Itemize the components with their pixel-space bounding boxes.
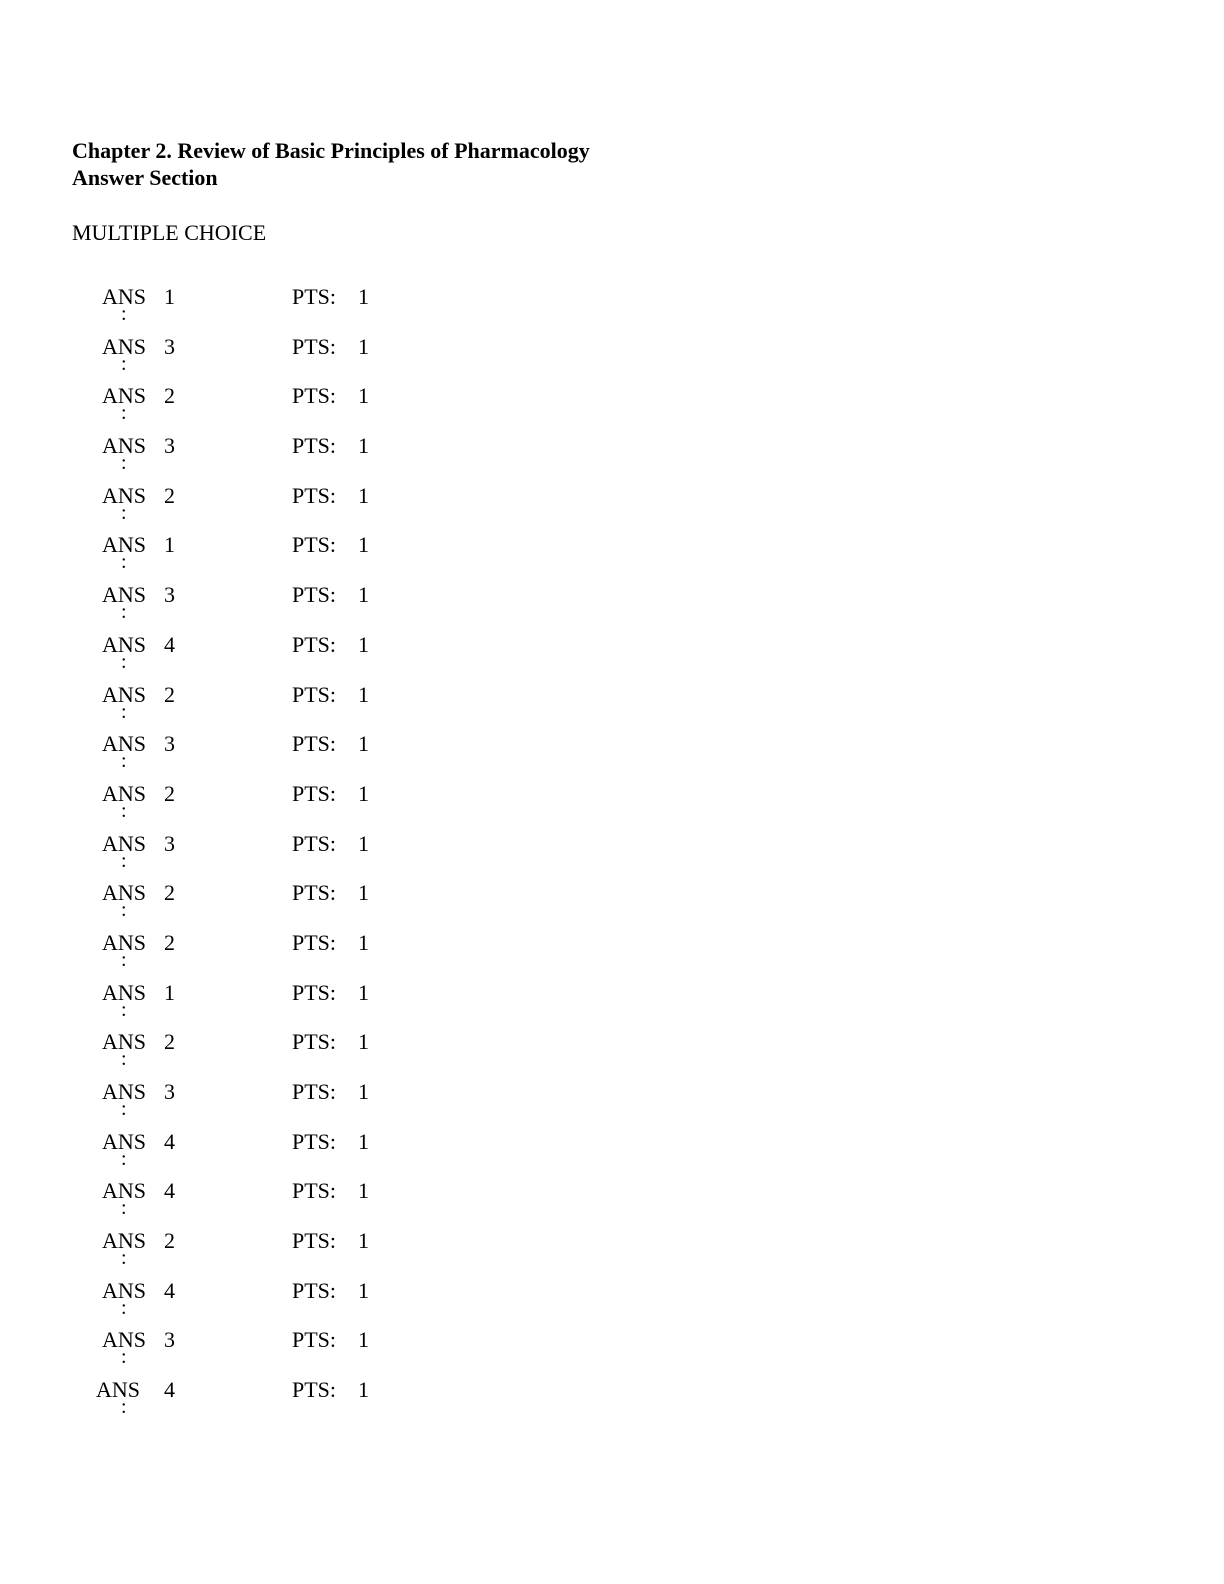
ans-colon: :: [121, 899, 127, 922]
ans-label: ANS: [102, 631, 147, 657]
pts-label: PTS:: [292, 929, 337, 955]
answer-row: [0, 1278, 600, 1328]
points-value: 1: [358, 731, 369, 757]
points-value: 1: [358, 482, 369, 508]
ans-colon: :: [121, 601, 127, 624]
ans-colon: :: [121, 799, 127, 822]
pts-label: PTS:: [292, 482, 337, 508]
answer-value: 2: [164, 929, 175, 955]
ans-colon: :: [121, 1296, 127, 1319]
answer-value: 4: [164, 1128, 175, 1154]
pts-label: PTS:: [292, 284, 337, 309]
ans-colon: :: [121, 750, 127, 773]
points-value: 1: [358, 681, 369, 707]
ans-colon: :: [121, 1396, 127, 1419]
multiple-choice-heading: MULTIPLE CHOICE: [72, 220, 267, 245]
pts-label: PTS:: [292, 880, 337, 906]
points-value: 1: [358, 830, 369, 856]
ans-colon: :: [121, 452, 127, 475]
ans-colon: :: [121, 352, 127, 375]
ans-colon: :: [121, 303, 127, 325]
ans-label: ANS: [102, 1029, 147, 1055]
ans-label: ANS: [102, 1178, 147, 1204]
pts-label: PTS:: [292, 433, 337, 459]
pts-label: PTS:: [292, 1029, 337, 1055]
ans-colon: :: [121, 1247, 127, 1270]
ans-label: ANS: [102, 1228, 147, 1254]
answer-value: 1: [164, 532, 175, 558]
ans-label: ANS: [102, 1079, 147, 1104]
pts-label: PTS:: [292, 1079, 337, 1104]
points-value: 1: [358, 780, 369, 806]
answer-row: [0, 632, 600, 682]
pts-label: PTS:: [292, 1178, 337, 1204]
points-value: 1: [358, 433, 369, 459]
points-value: 1: [358, 1327, 369, 1353]
points-value: 1: [358, 631, 369, 657]
points-value: 1: [358, 1079, 369, 1104]
pts-label: PTS:: [292, 1277, 337, 1303]
answer-row: [0, 532, 600, 582]
points-value: 1: [358, 284, 369, 309]
ans-label: ANS: [102, 1277, 147, 1303]
answer-value: 3: [164, 582, 175, 608]
answer-row: [0, 731, 600, 781]
answer-row: [0, 781, 600, 831]
ans-label: ANS: [102, 482, 147, 508]
answer-row: [0, 334, 600, 384]
points-value: 1: [358, 1128, 369, 1154]
pts-label: PTS:: [292, 780, 337, 806]
answer-row: [0, 284, 600, 334]
answer-row: [0, 980, 600, 1030]
pts-label: PTS:: [292, 1128, 337, 1154]
answer-list: [0, 284, 600, 1427]
answer-value: 2: [164, 383, 175, 409]
ans-label: ANS: [102, 929, 147, 955]
answer-value: 2: [164, 482, 175, 508]
ans-colon: :: [121, 700, 127, 723]
answer-value: 2: [164, 1029, 175, 1055]
pts-label: PTS:: [292, 631, 337, 657]
points-value: 1: [358, 383, 369, 409]
ans-colon: :: [121, 1098, 127, 1120]
answer-value: 3: [164, 333, 175, 359]
answer-row: [0, 930, 600, 980]
answer-value: 2: [164, 681, 175, 707]
answer-value: 2: [164, 780, 175, 806]
answer-row: [0, 1228, 600, 1278]
points-value: 1: [358, 1377, 369, 1403]
pts-label: PTS:: [292, 333, 337, 359]
ans-label: ANS: [102, 383, 147, 409]
points-value: 1: [358, 1277, 369, 1303]
ans-colon: :: [121, 1048, 127, 1071]
answer-row: [0, 1327, 600, 1377]
pts-label: PTS:: [292, 979, 337, 1005]
answer-row: [0, 682, 600, 732]
answer-row: [0, 831, 600, 881]
ans-label: ANS: [102, 979, 147, 1005]
answer-row: [0, 1178, 600, 1228]
answer-row: [0, 1129, 600, 1179]
answer-value: 4: [164, 1277, 175, 1303]
points-value: 1: [358, 532, 369, 558]
ans-colon: :: [121, 998, 127, 1021]
ans-label: ANS: [102, 1327, 147, 1353]
points-value: 1: [358, 1029, 369, 1055]
ans-colon: :: [121, 501, 127, 524]
ans-colon: :: [121, 1147, 127, 1170]
ans-colon: :: [121, 650, 127, 673]
answer-value: 1: [164, 979, 175, 1005]
ans-label: ANS: [102, 333, 147, 359]
points-value: 1: [358, 880, 369, 906]
answer-value: 3: [164, 830, 175, 856]
ans-label: ANS: [102, 780, 147, 806]
ans-colon: :: [121, 1346, 127, 1369]
answer-row: [0, 1079, 600, 1129]
points-value: 1: [358, 979, 369, 1005]
ans-label: ANS: [102, 1128, 147, 1154]
ans-label: ANS: [102, 731, 147, 757]
pts-label: PTS:: [292, 830, 337, 856]
document-title: Chapter 2. Review of Basic Principles of Pharmacology: [72, 138, 590, 163]
pts-label: PTS:: [292, 1327, 337, 1353]
answer-value: 3: [164, 1327, 175, 1353]
ans-label: ANS: [102, 880, 147, 906]
answer-value: 4: [164, 631, 175, 657]
answer-value: 2: [164, 1228, 175, 1254]
pts-label: PTS:: [292, 731, 337, 757]
ans-label: ANS: [102, 681, 147, 707]
ans-label: ANS: [102, 532, 147, 558]
answer-row: [0, 1377, 600, 1427]
answer-row: [0, 880, 600, 930]
answer-row: [0, 582, 600, 632]
ans-label: ANS: [102, 433, 147, 459]
answer-section-heading: Answer Section: [72, 165, 218, 190]
answer-value: 2: [164, 880, 175, 906]
ans-label: ANS: [96, 1377, 141, 1403]
answer-row: [0, 433, 600, 483]
answer-value: 1: [164, 284, 175, 309]
ans-label: ANS: [102, 830, 147, 856]
ans-colon: :: [121, 849, 127, 872]
points-value: 1: [358, 929, 369, 955]
pts-label: PTS:: [292, 1228, 337, 1254]
answer-row: [0, 1029, 600, 1079]
answer-value: 3: [164, 433, 175, 459]
points-value: 1: [358, 582, 369, 608]
answer-value: 4: [164, 1377, 175, 1403]
answer-value: 4: [164, 1178, 175, 1204]
points-value: 1: [358, 333, 369, 359]
points-value: 1: [358, 1178, 369, 1204]
pts-label: PTS:: [292, 681, 337, 707]
ans-colon: :: [121, 948, 127, 971]
ans-label: ANS: [102, 284, 147, 309]
ans-colon: :: [121, 1197, 127, 1220]
points-value: 1: [358, 1228, 369, 1254]
answer-value: 3: [164, 1079, 175, 1104]
pts-label: PTS:: [292, 532, 337, 558]
pts-label: PTS:: [292, 1377, 337, 1403]
answer-row: [0, 383, 600, 433]
answer-row: [0, 483, 600, 533]
pts-label: PTS:: [292, 383, 337, 409]
ans-colon: :: [121, 402, 127, 425]
ans-label: ANS: [102, 582, 147, 608]
answer-value: 3: [164, 731, 175, 757]
pts-label: PTS:: [292, 582, 337, 608]
ans-colon: :: [121, 551, 127, 574]
